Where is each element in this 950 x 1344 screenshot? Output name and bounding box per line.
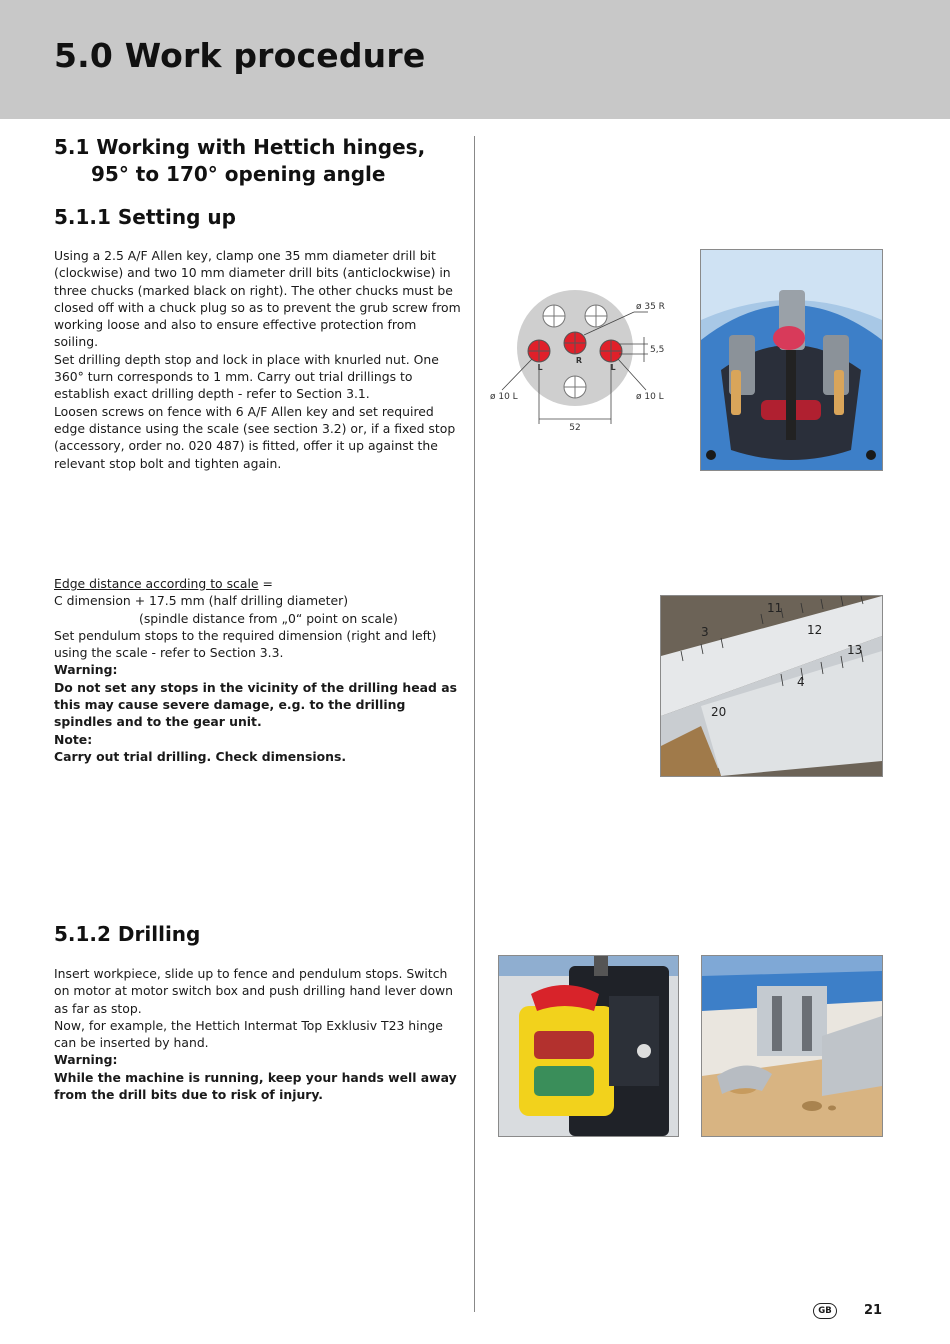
- setting-up-paragraph: Using a 2.5 A/F Allen key, clamp one 35 mm diameter drill bit (clockwise) and two 10 mm diameter drill bits (anticlockwise) in three chucks (marked black on right). The other chucks must be closed off with a chuck plug so as to prevent the grub screw from working loose and also to ensure effective protection from soiling.: [54, 248, 461, 350]
- pendulum-stops-text: Set pendulum stops to the required dimension (right and left) using the scale - refer to Section 3.3.: [54, 627, 437, 661]
- chuck-plug-icon: [564, 376, 586, 398]
- column-divider: [474, 136, 475, 1312]
- header-band: [0, 0, 950, 119]
- drill-bit-icon: [528, 340, 550, 362]
- drilling-text: [54, 965, 462, 1103]
- drilling-paragraph: Insert workpiece, slide up to fence and pendulum stops. Switch on motor at motor switch box and push drilling hand lever down as far as stop.: [54, 966, 454, 1016]
- section-5-1-2-heading: 5.1.2 Drilling: [54, 922, 201, 946]
- drill-head-photo: [700, 249, 883, 471]
- note-label: Note:: [54, 731, 93, 747]
- setting-up-paragraph: Set drilling depth stop and lock in place with knurled nut. One 360° turn corresponds to 1 mm. Carry out trial drillings to establish exact drilling depth - refer to Section 3.1.: [54, 351, 439, 402]
- scale-tick-12: 12: [807, 623, 823, 637]
- warning-text: Do not set any stops in the vicinity of the drilling head as this may cause severe damage, e.g. to the drilling spindles and to the gear unit.: [54, 679, 457, 730]
- drill-layout-diagram: [486, 282, 676, 441]
- label-10l-left: ø 10 L: [490, 392, 518, 402]
- warning-label: Warning:: [54, 1052, 118, 1068]
- page-number: 21: [864, 1303, 883, 1318]
- edge-distance-equals: =: [258, 576, 273, 591]
- page-title: 5.0 Work procedure: [54, 36, 426, 75]
- marker-l1: L: [537, 363, 543, 372]
- note-text: Carry out trial drilling. Check dimensions.: [54, 748, 347, 764]
- edge-distance-note: (spindle distance from „0“ point on scale): [139, 610, 398, 626]
- label-10l-right: ø 10 L: [636, 392, 664, 402]
- warning-label: Warning:: [54, 662, 118, 678]
- drill-bit-icon: [564, 332, 586, 354]
- hinge-insertion-photo: [701, 955, 883, 1137]
- label-5-5: 5,5: [650, 345, 665, 355]
- label-52: 52: [569, 423, 581, 433]
- chuck-plug-icon: [585, 305, 607, 327]
- edge-distance-text: [54, 575, 462, 765]
- scale-photo: [660, 595, 883, 777]
- section-5-1-heading: [54, 134, 425, 188]
- scale-tick-3: 3: [701, 625, 709, 639]
- drilling-paragraph: Now, for example, the Hettich Intermat Top Exklusiv T23 hinge can be inserted by hand.: [54, 1017, 443, 1051]
- edge-distance-formula: C dimension + 17.5 mm (half drilling diameter): [54, 593, 349, 609]
- motor-switch-photo: [498, 955, 679, 1137]
- edge-distance-term: Edge distance according to scale: [54, 576, 259, 591]
- chuck-plug-icon: [543, 305, 565, 327]
- language-badge: GB: [813, 1303, 837, 1319]
- section-5-1-heading-line1: 5.1 Working with Hettich hinges,: [54, 135, 426, 159]
- scale-tick-11: 11: [767, 601, 783, 615]
- scale-tick-13: 13: [847, 643, 863, 657]
- section-5-1-heading-line2: 95° to 170° opening angle: [91, 162, 386, 186]
- setting-up-paragraph: Loosen screws on fence with 6 A/F Allen key and set required edge distance using the scale (see section 3.2) or, if a fixed stop (accessory, order no. 020 487) is fitted, offer it up against the relevant stop bolt and tighten again.: [54, 403, 456, 471]
- warning-text: While the machine is running, keep your hands well away from the drill bits due to risk of injury.: [54, 1069, 457, 1103]
- scale-tick-20: 20: [711, 705, 727, 719]
- scale-tick-4: 4: [797, 675, 805, 689]
- setting-up-text: [54, 247, 462, 472]
- marker-r: R: [575, 356, 583, 365]
- drill-bit-icon: [600, 340, 622, 362]
- section-5-1-1-heading: 5.1.1 Setting up: [54, 205, 236, 229]
- marker-l2: L: [610, 363, 616, 372]
- label-35r: ø 35 R: [636, 302, 665, 312]
